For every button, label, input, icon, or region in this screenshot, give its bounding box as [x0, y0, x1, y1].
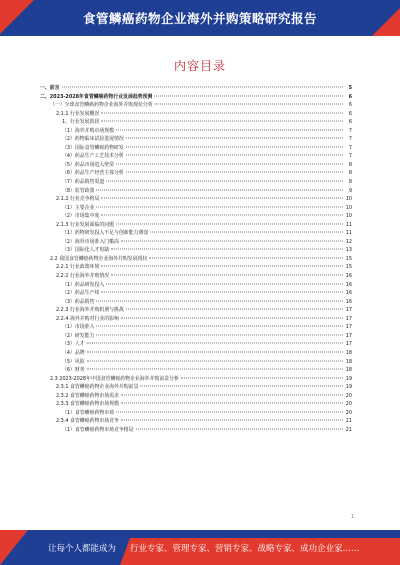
toc-entry[interactable]: [40, 332, 352, 341]
toc-leader-dots: [136, 428, 343, 429]
report-title: 食管鳞癌药物企业海外并购策略研究报告: [82, 11, 317, 26]
toc-entry[interactable]: [40, 195, 352, 204]
toc-entry-label: （7）药品销售渠道: [62, 179, 105, 186]
toc-leader-dots: [101, 198, 343, 199]
toc-entry[interactable]: [40, 118, 352, 127]
toc-leader-dots: [181, 377, 343, 378]
toc-entry[interactable]: [40, 409, 352, 418]
toc-leader-dots: [116, 411, 343, 412]
toc-leader-dots: [106, 181, 343, 182]
toc-entry[interactable]: [40, 298, 352, 307]
toc-entry[interactable]: [40, 238, 352, 247]
toc-entry[interactable]: [40, 161, 352, 170]
toc-entry[interactable]: [40, 323, 352, 332]
toc-entry-label: （1）药物研发投入不足与创新能力薄弱: [62, 230, 149, 237]
toc-entry-label: 2.2 我国食管鳞癌药物企业海外并购发展现状: [50, 255, 148, 262]
toc-entry[interactable]: [40, 272, 352, 281]
toc-entry-page: 11: [345, 230, 352, 237]
toc-leader-dots: [154, 95, 343, 96]
table-of-contents: [40, 84, 352, 434]
toc-leader-dots: [126, 146, 343, 147]
toc-entry[interactable]: [40, 281, 352, 290]
toc-entry[interactable]: [40, 306, 352, 315]
toc-entry-label: （3）国际食管鳞癌药物研发: [62, 144, 124, 151]
toc-entry[interactable]: [40, 127, 352, 136]
toc-entry-label: （1）市场准入: [62, 324, 95, 331]
page-header: [0, 0, 400, 36]
toc-entry[interactable]: [40, 221, 352, 230]
toc-entry-label: 2.3 2023-2028年中国食管鳞癌药物企业海外并购前景分析: [50, 375, 179, 382]
toc-entry[interactable]: [40, 84, 352, 93]
toc-entry[interactable]: [40, 144, 352, 153]
toc-leader-dots: [155, 104, 343, 105]
toc-entry-page: 7: [348, 144, 352, 151]
footer-slogan: 让每个人都能成为: [48, 544, 117, 554]
toc-entry[interactable]: [40, 229, 352, 238]
toc-entry-label: 1、行业发展阶段: [62, 119, 100, 126]
toc-entry-page: 17: [345, 341, 352, 348]
toc-entry-label: （2）市场集中度: [62, 213, 100, 220]
toc-entry-page: 17: [345, 315, 352, 322]
toc-leader-dots: [111, 275, 343, 276]
toc-entry-label: （6）药品生产经营主体分析: [62, 170, 124, 177]
toc-entry-page: 19: [345, 384, 352, 391]
toc-leader-dots: [116, 129, 343, 130]
toc-entry[interactable]: [40, 392, 352, 401]
toc-leader-dots: [150, 232, 343, 233]
toc-entry-label: （1）食管鳞癌药物市场: [62, 409, 115, 416]
toc-leader-dots: [121, 317, 343, 318]
toc-leader-dots: [126, 138, 343, 139]
toc-entry-label: （2）海外市场准入门槛高: [62, 238, 119, 245]
toc-leader-dots: [101, 215, 343, 216]
toc-entry-label: 一、前言: [40, 85, 60, 91]
toc-entry-page: 10: [345, 213, 352, 220]
toc-entry-page: 7: [348, 127, 352, 134]
toc-entry[interactable]: [40, 212, 352, 221]
toc-entry-page: 20: [345, 401, 352, 408]
toc-entry-page: 10: [345, 204, 352, 211]
toc-leader-dots: [96, 189, 343, 190]
toc-entry-label: （8）监管政策: [62, 187, 95, 194]
toc-entry[interactable]: [40, 204, 352, 213]
toc-entry-page: 21: [345, 426, 352, 433]
toc-entry-page: 18: [345, 358, 352, 365]
toc-entry-page: 13: [345, 247, 352, 254]
toc-entry-label: （2）研发能力: [62, 332, 95, 339]
toc-entry[interactable]: [40, 383, 352, 392]
toc-entry[interactable]: [40, 358, 352, 367]
toc-leader-dots: [96, 326, 343, 327]
toc-leader-dots: [126, 309, 343, 310]
toc-leader-dots: [96, 206, 343, 207]
toc-leader-dots: [96, 334, 343, 335]
toc-leader-dots: [62, 87, 343, 88]
toc-entry-page: 16: [345, 273, 352, 280]
toc-entry-page: 9: [348, 187, 352, 194]
toc-entry-label: 2.1.3 行业发展面临的问题: [56, 221, 115, 228]
footer-tagline: 行业专家、管理专家、营销专家、战略专家、成功企业家……: [130, 544, 360, 554]
toc-entry[interactable]: [40, 263, 352, 272]
toc-entry[interactable]: [40, 246, 352, 255]
toc-entry[interactable]: [40, 340, 352, 349]
toc-entry-page: 7: [348, 136, 352, 143]
toc-entry[interactable]: [40, 178, 352, 187]
toc-entry-label: 2.2.4 海外并购对行业的影响: [56, 315, 119, 322]
toc-leader-dots: [87, 360, 343, 361]
toc-entry-page: 7: [348, 153, 352, 160]
toc-entry-page: 10: [345, 196, 352, 203]
toc-leader-dots: [101, 292, 343, 293]
page-footer: [0, 530, 400, 565]
toc-entry-label: 2.1.2 行业竞争格局: [56, 196, 100, 203]
toc-entry-label: 2.3.2 食管鳞癌药物市场需求: [56, 392, 119, 399]
toc-entry[interactable]: [40, 169, 352, 178]
toc-entry[interactable]: [40, 93, 352, 102]
toc-leader-dots: [121, 394, 343, 395]
toc-entry-label: 2.1.1 行业发展概况: [56, 110, 100, 117]
toc-entry-page: 18: [345, 349, 352, 356]
toc-entry[interactable]: [40, 101, 352, 110]
toc-entry[interactable]: [40, 366, 352, 375]
toc-entry-label: 2.3.1 食管鳞癌药物企业海外并购前景: [56, 384, 139, 391]
toc-entry-page: 20: [345, 409, 352, 416]
toc-entry-page: 15: [345, 264, 352, 271]
toc-entry-label: 2.2.2 行业海外并购情况: [56, 273, 110, 280]
toc-leader-dots: [140, 386, 343, 387]
toc-entry-page: 6: [348, 110, 352, 117]
toc-entry[interactable]: [40, 289, 352, 298]
toc-entry-label: （3）药品销售: [62, 298, 95, 305]
toc-leader-dots: [87, 369, 343, 370]
toc-entry-page: 8: [348, 179, 352, 186]
toc-entry[interactable]: [40, 135, 352, 144]
toc-leader-dots: [116, 163, 343, 164]
toc-leader-dots: [126, 172, 343, 173]
toc-entry-label: （一）全球食管鳞癌药物企业海外并购现状分析: [50, 102, 153, 109]
toc-entry[interactable]: [40, 110, 352, 119]
toc-leader-dots: [106, 283, 343, 284]
toc-entry-page: 11: [345, 221, 352, 228]
toc-entry-label: （5）风险: [62, 358, 85, 365]
toc-leader-dots: [87, 351, 343, 352]
toc-entry-page: 8: [348, 170, 352, 177]
toc-entry-page: 16: [345, 290, 352, 297]
toc-entry-label: （5）药品市场进入壁垒: [62, 161, 115, 168]
toc-entry-page: 6: [348, 93, 352, 100]
toc-entry[interactable]: [40, 349, 352, 358]
toc-entry-page: 6: [348, 102, 352, 109]
toc-entry-page: 18: [345, 367, 352, 374]
toc-leader-dots: [101, 121, 343, 122]
toc-leader-dots: [149, 257, 343, 258]
toc-entry-label: 2.3.4 食管鳞癌药物市场竞争: [56, 418, 119, 425]
toc-leader-dots: [126, 155, 343, 156]
toc-entry-label: 2.3.3 食管鳞癌药物市场规模: [56, 401, 119, 408]
toc-leader-dots: [111, 249, 343, 250]
toc-entry-page: 17: [345, 332, 352, 339]
toc-entry-page: 5: [348, 85, 352, 91]
toc-entry-label: 2.2.1 行业政策环境: [56, 264, 100, 271]
toc-entry-page: 6: [348, 119, 352, 126]
toc-entry-page: 16: [345, 281, 352, 288]
toc-leader-dots: [101, 266, 343, 267]
toc-entry-page: 19: [345, 375, 352, 382]
toc-entry[interactable]: [40, 255, 352, 264]
toc-entry[interactable]: [40, 152, 352, 161]
toc-leader-dots: [101, 112, 343, 113]
toc-entry-label: （6）财务: [62, 367, 85, 374]
toc-entry-page: 8: [348, 161, 352, 168]
toc-entry-label: （1）主要企业: [62, 204, 95, 211]
toc-leader-dots: [96, 300, 343, 301]
toc-entry-page: 17: [345, 324, 352, 331]
toc-entry[interactable]: [40, 426, 352, 435]
toc-entry[interactable]: [40, 400, 352, 409]
toc-entry-label: （4）品牌: [62, 349, 85, 356]
toc-entry-page: 12: [345, 238, 352, 245]
toc-entry-page: 17: [345, 307, 352, 314]
toc-entry-page: 20: [345, 392, 352, 399]
toc-entry[interactable]: [40, 315, 352, 324]
toc-entry-label: 2.2.3 行业海外并购机遇与挑战: [56, 307, 124, 314]
toc-leader-dots: [87, 343, 343, 344]
toc-entry-page: 21: [345, 418, 352, 425]
toc-entry-label: 二、2023-2028年食管鳞癌药物行业发展趋势预测: [40, 93, 153, 100]
toc-leader-dots: [116, 223, 343, 224]
toc-entry-label: （1）海外并购市场规模: [62, 127, 115, 134]
toc-entry-label: （3）国际化人才短缺: [62, 247, 110, 254]
toc-leader-dots: [121, 240, 343, 241]
toc-entry-label: （2）药物临床试验进展情况: [62, 136, 124, 143]
toc-entry-label: （4）药品生产工艺技术分析: [62, 153, 124, 160]
toc-entry-label: （1）食管鳞癌药物市场竞争格局: [62, 426, 134, 433]
toc-entry[interactable]: [40, 417, 352, 426]
toc-leader-dots: [121, 420, 343, 421]
toc-entry-label: （1）药品研发投入: [62, 281, 105, 288]
page-number: 1: [350, 514, 354, 520]
toc-leader-dots: [121, 403, 343, 404]
toc-entry-label: （3）人才: [62, 341, 85, 348]
toc-heading: 内容目录: [173, 59, 226, 73]
toc-entry[interactable]: [40, 375, 352, 384]
toc-entry-page: 16: [345, 298, 352, 305]
toc-entry-label: （2）药品生产线: [62, 290, 100, 297]
toc-entry-page: 15: [345, 255, 352, 262]
toc-entry[interactable]: [40, 187, 352, 196]
